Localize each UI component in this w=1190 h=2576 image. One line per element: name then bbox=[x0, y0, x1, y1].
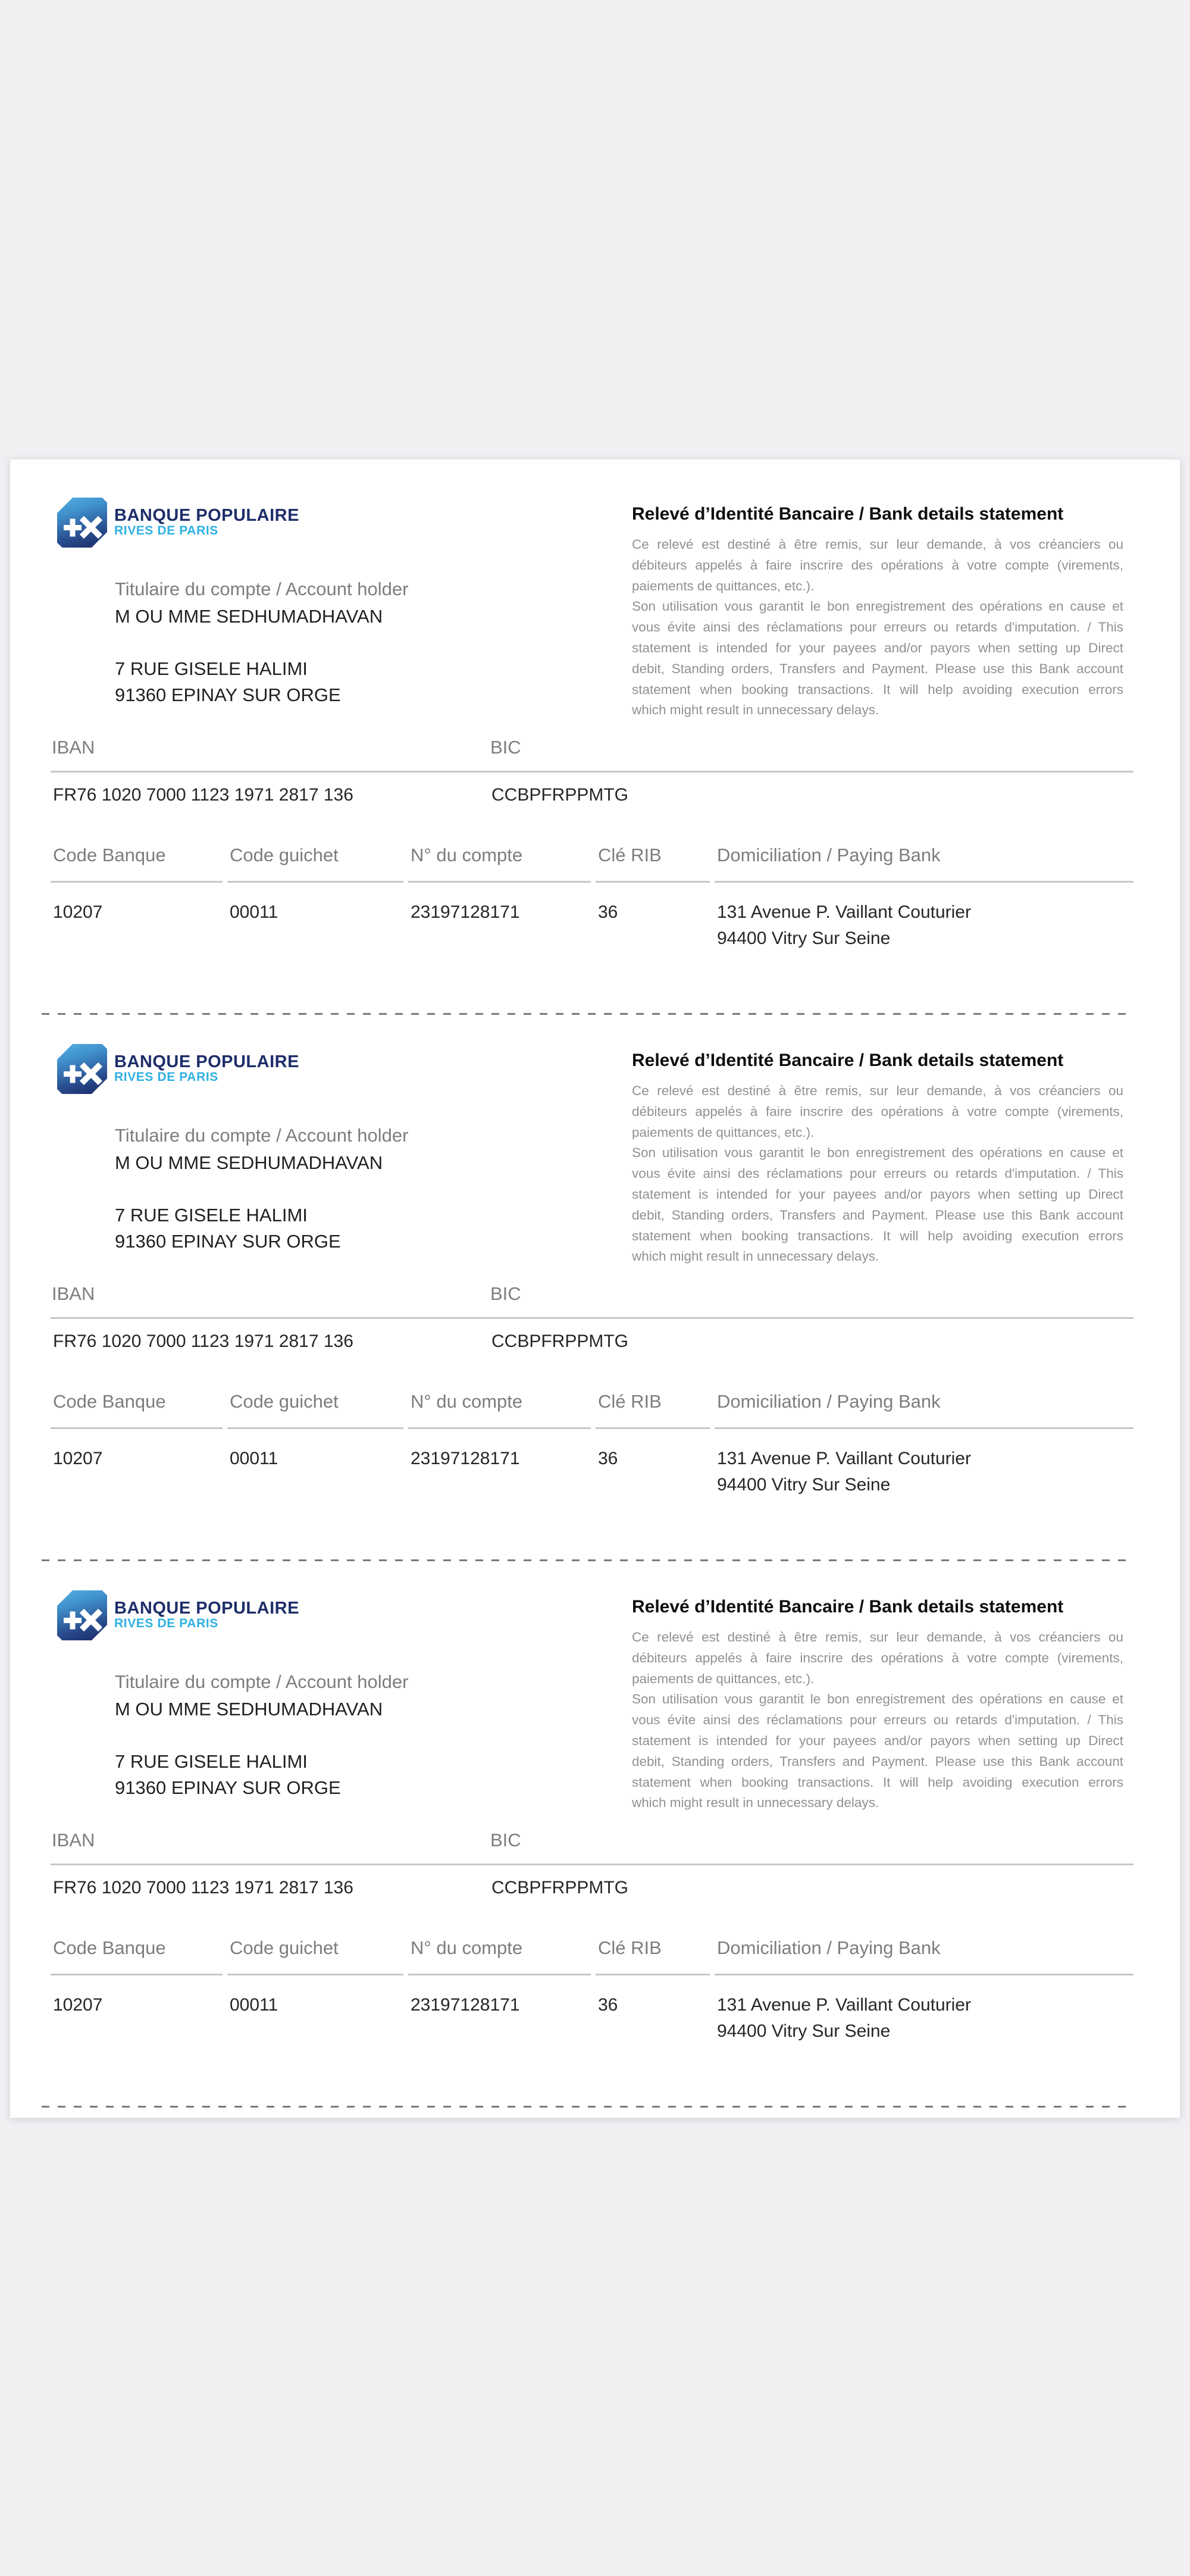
value-domiciliation bbox=[715, 1429, 1133, 1498]
value-cle-rib: 36 bbox=[598, 1995, 618, 2015]
iban-value: FR76 1020 7000 1123 1971 2817 136 bbox=[53, 1878, 353, 1897]
column-header-numero-compte: N° du compte bbox=[408, 1392, 591, 1429]
column-header-domiciliation: Domiciliation / Paying Bank bbox=[715, 1392, 1133, 1429]
column-header-code-banque: Code Banque bbox=[51, 845, 223, 883]
statement-paragraph-line: Ce relevé est destiné à être remis, sur leur demande, à vos créanciers ou bbox=[632, 1083, 1123, 1098]
column-header-cle-rib: Clé RIB bbox=[596, 845, 710, 883]
statement-paragraph-line: vous évite ainsi des réclamations pour erreurs ou retards d'imputation. / This bbox=[632, 620, 1123, 635]
account-holder-address-line2: 91360 EPINAY SUR ORGE bbox=[115, 1231, 341, 1252]
domiciliation-line2: 94400 Vitry Sur Seine bbox=[717, 929, 891, 948]
account-holder-address-line1: 7 RUE GISELE HALIMI bbox=[115, 1205, 308, 1226]
statement-paragraphs bbox=[632, 1627, 1123, 1814]
bic-label: BIC bbox=[489, 1284, 1133, 1319]
banque-populaire-logo bbox=[57, 1044, 107, 1094]
value-code-banque: 10207 bbox=[53, 1995, 103, 2015]
statement-paragraph-line: statement when booking transactions. It will help avoiding execution errors bbox=[632, 1774, 1123, 1790]
statement-paragraph-line: paiements de quittances, etc.). bbox=[632, 578, 815, 593]
plus-x-icon bbox=[57, 1590, 107, 1640]
statement-title: Relevé d’Identité Bancaire / Bank details statement bbox=[632, 1051, 1064, 1070]
column-header-code-guichet: Code guichet bbox=[227, 1938, 403, 1975]
value-numero-compte: 23197128171 bbox=[411, 1449, 520, 1468]
rib-block bbox=[10, 1017, 1180, 1563]
bic-value: CCBPFRPPMTG bbox=[491, 1878, 629, 1897]
statement-paragraph-line: vous évite ainsi des réclamations pour erreurs ou retards d'imputation. / This bbox=[632, 1712, 1123, 1728]
iban-label: IBAN bbox=[51, 1830, 489, 1865]
brand-region: RIVES DE PARIS bbox=[114, 1070, 218, 1084]
column-header-code-guichet: Code guichet bbox=[227, 1392, 403, 1429]
value-code-guichet: 00011 bbox=[230, 902, 278, 922]
account-holder-name: M OU MME SEDHUMADHAVAN bbox=[115, 1699, 383, 1720]
statement-paragraph-line: which might result in unnecessary delays. bbox=[632, 1249, 879, 1264]
rib-block bbox=[10, 1563, 1180, 2109]
iban-section bbox=[51, 1284, 1133, 1352]
bic-label: BIC bbox=[489, 1830, 1133, 1865]
value-domiciliation bbox=[715, 883, 1133, 952]
statement-title: Relevé d’Identité Bancaire / Bank details statement bbox=[632, 1597, 1064, 1617]
account-holder-address-line2: 91360 EPINAY SUR ORGE bbox=[115, 1777, 341, 1798]
iban-value: FR76 1020 7000 1123 1971 2817 136 bbox=[53, 785, 353, 805]
statement-paragraph-line: débiteurs appelés à faire inscrire des opérations à votre compte (virements, bbox=[632, 1650, 1123, 1665]
cut-line-separator bbox=[42, 2106, 1133, 2108]
brand-region: RIVES DE PARIS bbox=[114, 1617, 218, 1630]
column-header-code-guichet: Code guichet bbox=[227, 845, 403, 883]
statement-title: Relevé d’Identité Bancaire / Bank details statement bbox=[632, 504, 1064, 524]
account-holder-address-line2: 91360 EPINAY SUR ORGE bbox=[115, 684, 341, 705]
domiciliation-line1: 131 Avenue P. Vaillant Couturier bbox=[717, 1449, 971, 1468]
statement-paragraph-line: statement is intended for your payees and/or payors when setting up Direct bbox=[632, 1733, 1123, 1748]
value-cle-rib: 36 bbox=[598, 902, 618, 922]
account-holder-address-line1: 7 RUE GISELE HALIMI bbox=[115, 658, 308, 679]
brand-name: BANQUE POPULAIRE bbox=[114, 506, 299, 525]
value-code-banque: 10207 bbox=[53, 902, 103, 922]
statement-paragraph-line: Ce relevé est destiné à être remis, sur leur demande, à vos créanciers ou bbox=[632, 537, 1123, 552]
statement-paragraph-line: Ce relevé est destiné à être remis, sur leur demande, à vos créanciers ou bbox=[632, 1630, 1123, 1645]
statement-paragraph-line: Son utilisation vous garantit le bon enregistrement des opérations en cause et bbox=[632, 1692, 1123, 1707]
column-header-domiciliation: Domiciliation / Paying Bank bbox=[715, 1938, 1133, 1975]
domiciliation-line2: 94400 Vitry Sur Seine bbox=[717, 1475, 891, 1495]
value-cle-rib: 36 bbox=[598, 1449, 618, 1468]
value-domiciliation bbox=[715, 1975, 1133, 2044]
bic-value: CCBPFRPPMTG bbox=[491, 785, 629, 805]
statement-paragraph-line: Son utilisation vous garantit le bon enregistrement des opérations en cause et bbox=[632, 1145, 1123, 1161]
statement-paragraph-line: Son utilisation vous garantit le bon enregistrement des opérations en cause et bbox=[632, 599, 1123, 614]
value-code-guichet: 00011 bbox=[230, 1995, 278, 2015]
statement-paragraph-line: statement when booking transactions. It will help avoiding execution errors bbox=[632, 681, 1123, 697]
statement-paragraphs bbox=[632, 534, 1123, 721]
account-holder-address-line1: 7 RUE GISELE HALIMI bbox=[115, 1751, 308, 1772]
banque-populaire-logo bbox=[57, 498, 107, 548]
column-header-code-banque: Code Banque bbox=[51, 1938, 223, 1975]
iban-label: IBAN bbox=[51, 1284, 489, 1319]
statement-paragraph-line: débiteurs appelés à faire inscrire des opérations à votre compte (virements, bbox=[632, 1103, 1123, 1119]
column-header-cle-rib: Clé RIB bbox=[596, 1938, 710, 1975]
value-code-guichet: 00011 bbox=[230, 1449, 278, 1468]
iban-section bbox=[51, 737, 1133, 805]
value-code-banque: 10207 bbox=[53, 1449, 103, 1468]
statement-paragraph-line: paiements de quittances, etc.). bbox=[632, 1671, 815, 1686]
statement-paragraph-line: statement when booking transactions. It will help avoiding execution errors bbox=[632, 1228, 1123, 1243]
statement-paragraph-line: débiteurs appelés à faire inscrire des opérations à votre compte (virements, bbox=[632, 557, 1123, 573]
value-numero-compte: 23197128171 bbox=[411, 902, 520, 922]
brand-region: RIVES DE PARIS bbox=[114, 524, 218, 537]
statement-paragraph-line: paiements de quittances, etc.). bbox=[632, 1124, 815, 1140]
statement-paragraph-line: vous évite ainsi des réclamations pour erreurs ou retards d'imputation. / This bbox=[632, 1166, 1123, 1181]
account-holder-name: M OU MME SEDHUMADHAVAN bbox=[115, 1152, 383, 1173]
statement-paragraph-line: debit, Standing orders, Transfers and Payment. Please use this Bank account bbox=[632, 1207, 1123, 1223]
bic-label: BIC bbox=[489, 737, 1133, 773]
document-page bbox=[10, 459, 1180, 2118]
bank-details-table bbox=[51, 1938, 1133, 2044]
rib-block bbox=[10, 470, 1180, 1017]
account-holder-name: M OU MME SEDHUMADHAVAN bbox=[115, 606, 383, 627]
statement-paragraphs bbox=[632, 1081, 1123, 1267]
cut-line-separator bbox=[42, 1013, 1133, 1015]
account-holder-label: Titulaire du compte / Account holder bbox=[115, 1125, 409, 1146]
iban-label: IBAN bbox=[51, 737, 489, 773]
statement-paragraph-line: statement is intended for your payees and/or payors when setting up Direct bbox=[632, 1186, 1123, 1202]
column-header-cle-rib: Clé RIB bbox=[596, 1392, 710, 1429]
domiciliation-line1: 131 Avenue P. Vaillant Couturier bbox=[717, 1995, 971, 2015]
statement-paragraph-line: statement is intended for your payees and/or payors when setting up Direct bbox=[632, 640, 1123, 655]
iban-section bbox=[51, 1830, 1133, 1898]
bic-value: CCBPFRPPMTG bbox=[491, 1331, 629, 1351]
iban-value: FR76 1020 7000 1123 1971 2817 136 bbox=[53, 1331, 353, 1351]
plus-x-icon bbox=[57, 1044, 107, 1094]
account-holder-label: Titulaire du compte / Account holder bbox=[115, 579, 409, 599]
statement-paragraph-line: which might result in unnecessary delays. bbox=[632, 1795, 879, 1811]
bank-details-table bbox=[51, 1392, 1133, 1498]
cut-line-separator bbox=[42, 1559, 1133, 1561]
domiciliation-line1: 131 Avenue P. Vaillant Couturier bbox=[717, 902, 971, 922]
banque-populaire-logo bbox=[57, 1590, 107, 1640]
column-header-numero-compte: N° du compte bbox=[408, 845, 591, 883]
column-header-numero-compte: N° du compte bbox=[408, 1938, 591, 1975]
bank-details-table bbox=[51, 845, 1133, 952]
plus-x-icon bbox=[57, 498, 107, 548]
column-header-code-banque: Code Banque bbox=[51, 1392, 223, 1429]
column-header-domiciliation: Domiciliation / Paying Bank bbox=[715, 845, 1133, 883]
brand-name: BANQUE POPULAIRE bbox=[114, 1599, 299, 1618]
statement-paragraph-line: which might result in unnecessary delays. bbox=[632, 702, 879, 718]
domiciliation-line2: 94400 Vitry Sur Seine bbox=[717, 2021, 891, 2041]
brand-name: BANQUE POPULAIRE bbox=[114, 1052, 299, 1071]
value-numero-compte: 23197128171 bbox=[411, 1995, 520, 2015]
statement-paragraph-line: debit, Standing orders, Transfers and Payment. Please use this Bank account bbox=[632, 1753, 1123, 1769]
account-holder-label: Titulaire du compte / Account holder bbox=[115, 1671, 409, 1692]
statement-paragraph-line: debit, Standing orders, Transfers and Payment. Please use this Bank account bbox=[632, 661, 1123, 676]
